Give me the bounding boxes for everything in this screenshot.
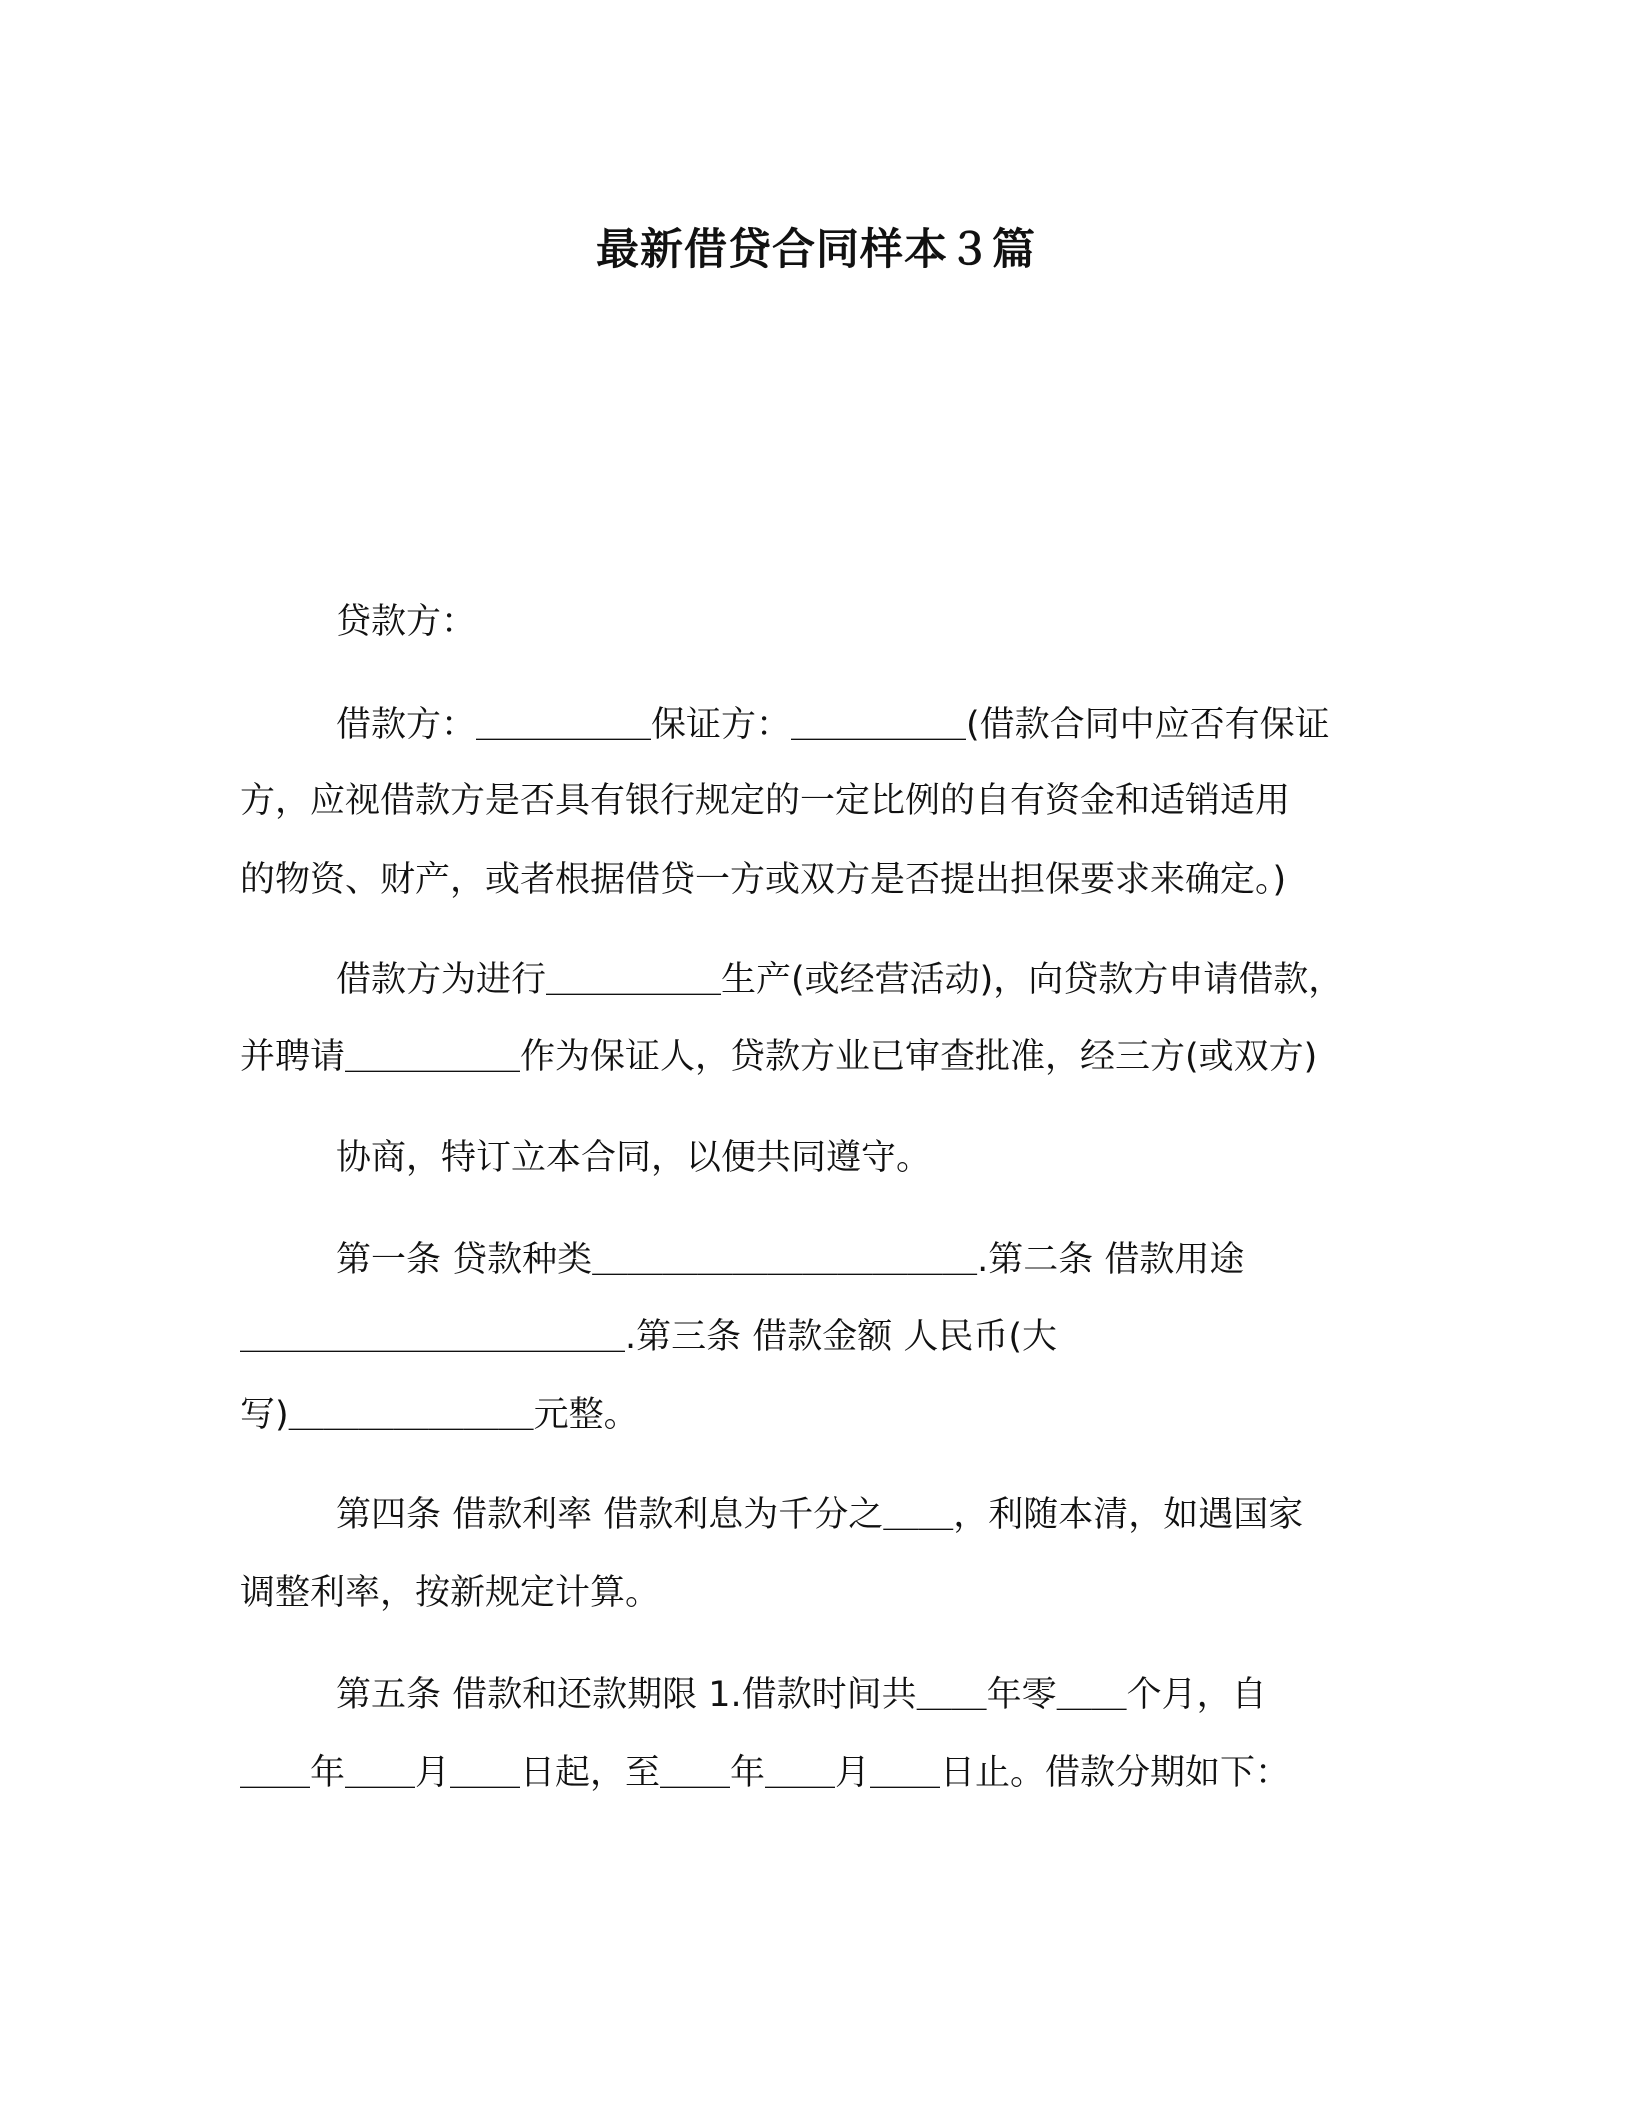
paragraph-line: 的物资、财产，或者根据借贷一方或双方是否提出担保要求来确定。) [240, 860, 1287, 900]
document-title: 最新借贷合同样本３篇 [596, 225, 1036, 275]
paragraph-line: 调整利率，按新规定计算。 [240, 1573, 661, 1613]
paragraph-line: 第五条 借款和还款期限 1.借款时间共＿＿年零＿＿个月，自 [336, 1675, 1267, 1715]
lender-line: 贷款方： [336, 602, 477, 642]
paragraph-line: 并聘请＿＿＿＿＿作为保证人，贷款方业已审查批准，经三方(或双方) [240, 1037, 1318, 1077]
paragraph-line: 第一条 贷款种类＿＿＿＿＿＿＿＿＿＿＿.第二条 借款用途 [336, 1240, 1245, 1280]
paragraph-line: ＿＿＿＿＿＿＿＿＿＿＿.第三条 借款金额 人民币(大 [240, 1317, 1058, 1357]
paragraph-line: 借款方：＿＿＿＿＿保证方：＿＿＿＿＿(借款合同中应否有保证 [336, 705, 1330, 745]
paragraph-line: 协商，特订立本合同，以便共同遵守。 [336, 1138, 932, 1178]
paragraph-line: 方，应视借款方是否具有银行规定的一定比例的自有资金和适销适用 [240, 781, 1291, 821]
paragraph-line: 写)＿＿＿＿＿＿＿元整。 [240, 1395, 639, 1435]
paragraph-line: ＿＿年＿＿月＿＿日起，至＿＿年＿＿月＿＿日止。借款分期如下： [240, 1753, 1291, 1793]
paragraph-line: 借款方为进行＿＿＿＿＿生产(或经营活动)，向贷款方申请借款， [336, 960, 1344, 1000]
paragraph-line: 第四条 借款利率 借款利息为千分之＿＿，利随本清，如遇国家 [336, 1495, 1304, 1535]
